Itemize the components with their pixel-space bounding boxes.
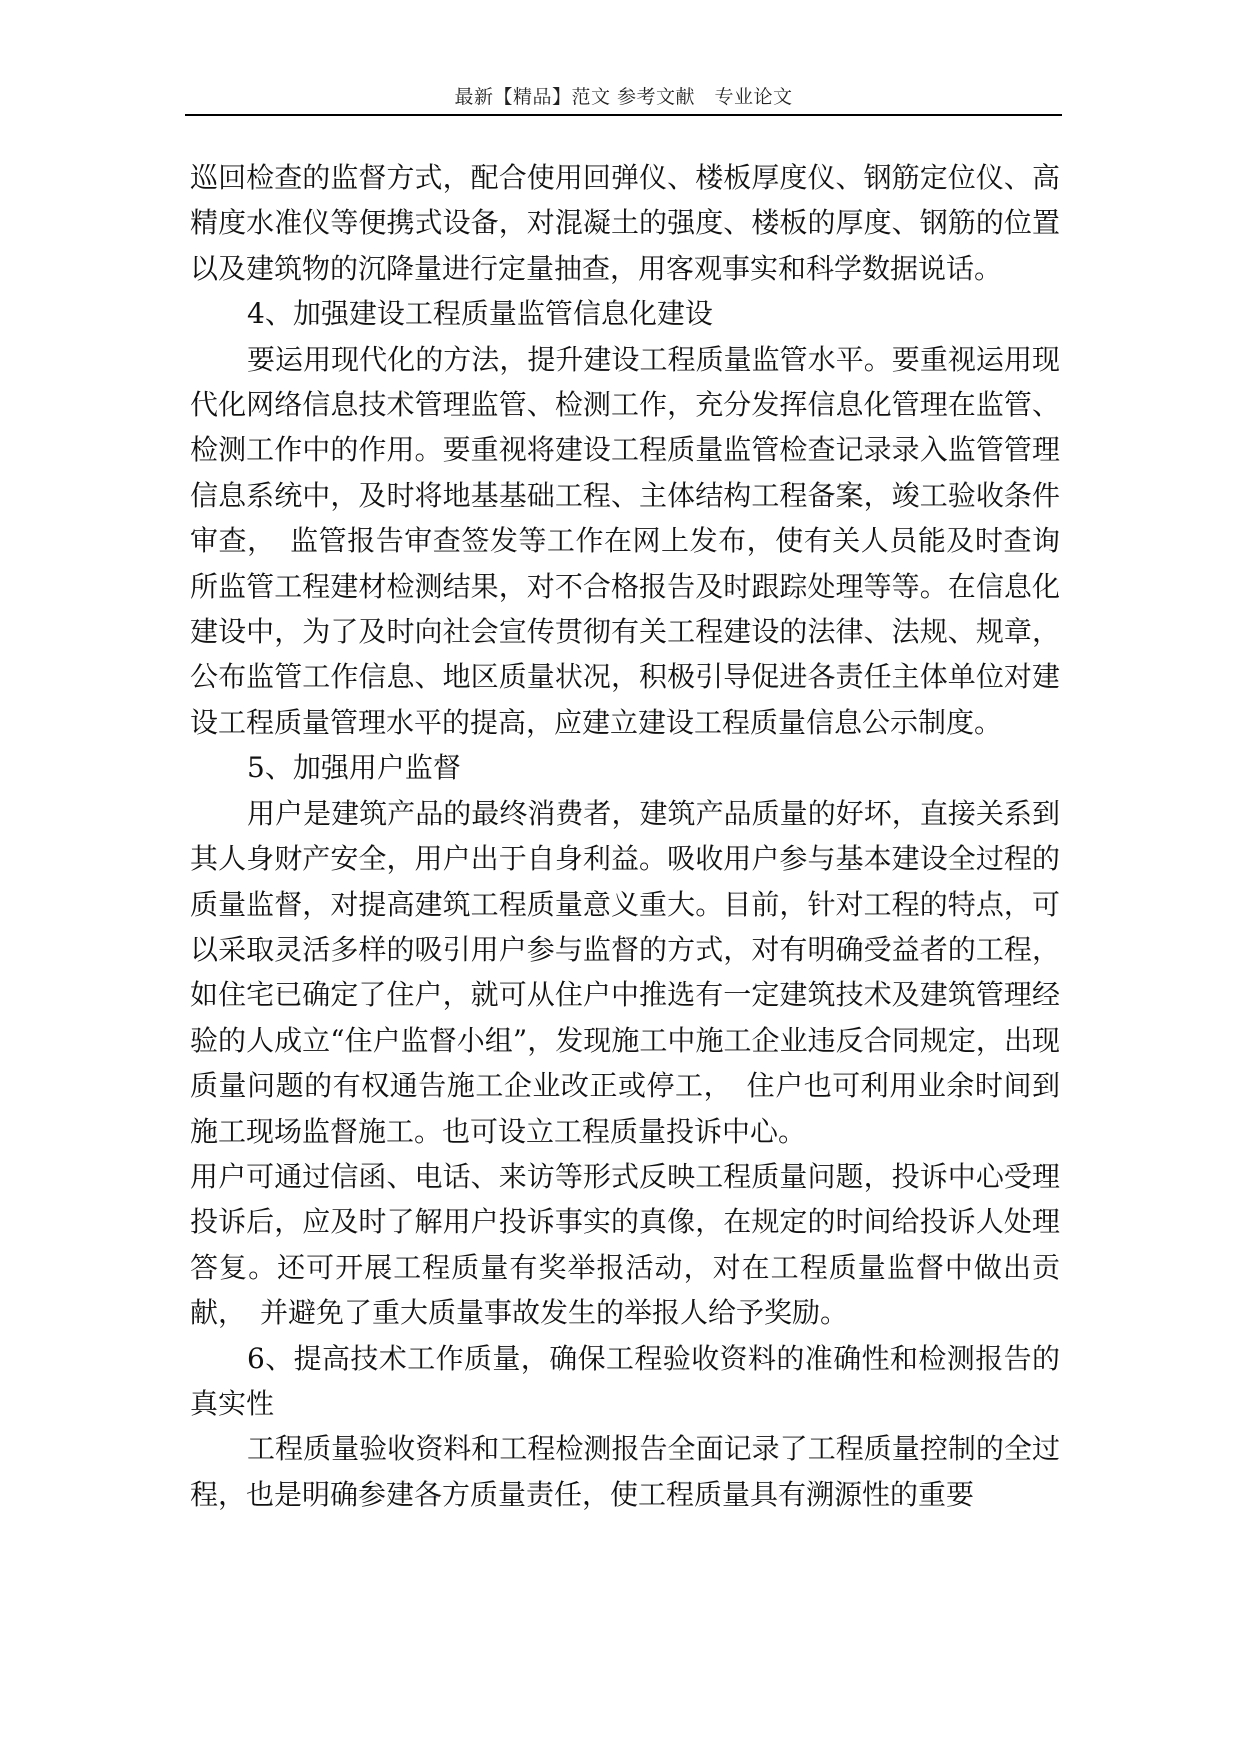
page-header: 最新【精品】范文 参考文献 专业论文 — [454, 86, 793, 108]
paragraph-continuation: 巡回检查的监督方式，配合使用回弹仪、楼板厚度仪、钢筋定位仪、高精度水准仪等便携式设备，对混凝土的强度、楼板的厚度、钢筋的位置以及建筑物的沉降量进行定量抽查，用客观事实和科学数据说话。 — [190, 161, 1060, 285]
paragraph-acceptance-records: 工程质量验收资料和工程检测报告全面记录了工程质量控制的全过程，也是明确参建各方质量责任，使工程质量具有溯源性的重要 — [190, 1432, 1060, 1511]
paragraph-user-supervision: 用户是建筑产品的最终消费者，建筑产品质量的好坏，直接关系到其人身财产安全，用户出于自身利益。吸收用户参与基本建设全过程的质量监督，对提高建筑工程质量意义重大。目前，针对工程的特点，可以采取灵活多样的吸引用户参与监督的方式，对有明确受益者的工程，如住宅已确定了住户，就可从住户中推选有一定建筑技术及建筑管理经验的人成立“住户监督小组”，发现施工中施工企业违反合同规定，出现质量问题的有权通告施工企业改正或停工， 住户也可利用业余时间到施工现场监督施工。也可设立工程质量投诉中心。 — [190, 796, 1060, 1148]
header-rule — [185, 114, 1062, 116]
document-body — [190, 155, 1060, 1517]
paragraph-informatization: 要运用现代化的方法，提升建设工程质量监管水平。要重视运用现代化网络信息技术管理监管、检测工作，充分发挥信息化管理在监管、检测工作中的作用。要重视将建设工程质量监管检查记录录入监管管理信息系统中，及时将地基基础工程、主体结构工程备案，竣工验收条件审查， 监管报告审查签发等工作在网上发布，使有关人员能及时查询所监管工程建材检测结果，对不合格报告及时跟踪处理等等。在信息化建设中，为了及时向社会宣传贯彻有关工程建设的法律、法规、规章，公布监管工作信息、地区质量状况，积极引导促进各责任主体单位对建设工程质量管理水平的提高，应建立建设工程质量信息公示制度。 — [190, 342, 1060, 739]
paragraph-complaint-center: 用户可通过信函、电话、来访等形式反映工程质量问题，投诉中心受理投诉后，应及时了解用户投诉事实的真像，在规定的时间给投诉人处理答复。还可开展工程质量有奖举报活动，对在工程质量监督中做出贡献， 并避免了重大质量事故发生的举报人给予奖励。 — [190, 1159, 1060, 1330]
section-heading-6: 6、提高技术工作质量，确保工程验收资料的准确性和检测报告的真实性 — [190, 1341, 1060, 1420]
section-heading-4: 4、加强建设工程质量监管信息化建设 — [247, 297, 713, 331]
section-heading-5: 5、加强用户监督 — [247, 751, 461, 785]
